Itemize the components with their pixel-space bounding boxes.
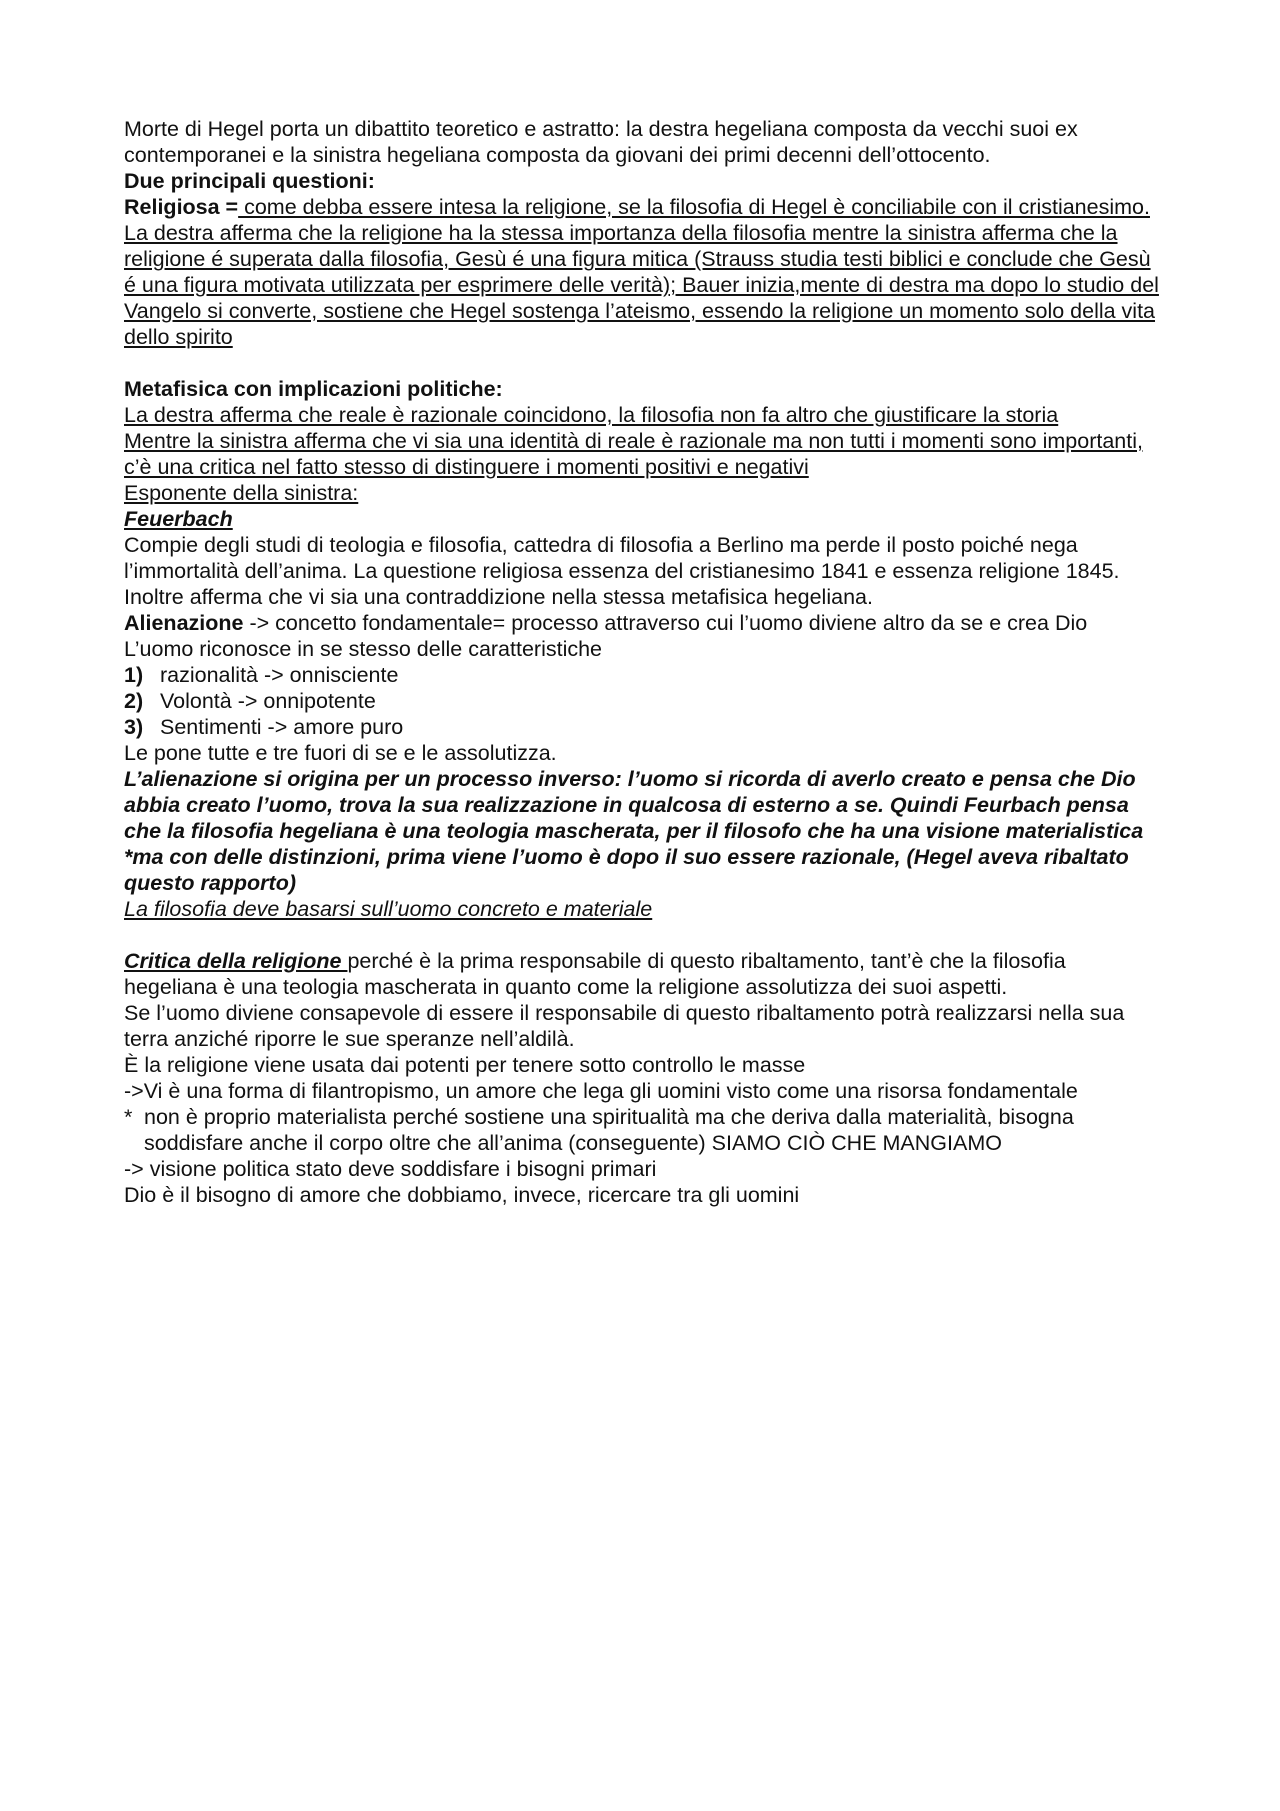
trait-item — [124, 662, 1160, 688]
spacer — [124, 350, 1160, 376]
trait-text: Sentimenti -> amore puro — [160, 715, 404, 739]
alienation-label: Alienazione — [124, 611, 244, 635]
materialista-item — [124, 1104, 1160, 1156]
trait-text: razionalità -> onnisciente — [160, 663, 399, 687]
asterisk-bullet-icon: * — [124, 1105, 133, 1129]
religiosa-label: Religiosa = — [124, 195, 239, 219]
alienation-explanation: L’alienazione si origina per un processo inverso: l’uomo si ricorda di averlo creato e pensa che Dio abbia creato l’uomo, trova la sua realizzazione in qualcosa di esterno a se. Quindi Feurbach pensa che la filosofia hegeliana è una teologia mascherata, per il filosofo che ha una visione materialistica *ma con delle distinzioni, prima viene l’uomo è dopo il suo essere razionale, (Hegel aveva ribaltato questo rapporto) — [124, 767, 1144, 895]
trait-number: 2) — [124, 689, 144, 713]
contradiction-line: Inoltre afferma che vi sia una contraddizione nella stessa metafisica hegeliana. — [124, 585, 873, 609]
feuerbach-heading: Feuerbach — [124, 507, 233, 531]
recognizes-line: L’uomo riconosce in se stesso delle caratteristiche — [124, 637, 603, 661]
critica-label: Critica della religione — [124, 949, 348, 973]
religiosa-line — [124, 194, 1160, 220]
absolutizes-line: Le pone tutte e tre fuori di se e le assolutizza. — [124, 741, 557, 765]
consapevole-line: Se l’uomo diviene consapevole di essere il responsabile di questo ribaltamento potrà realizzarsi nella sua terra anziché riporre le sue speranze nell’aldilà. — [124, 1001, 1125, 1051]
dio-line: Dio è il bisogno di amore che dobbiamo, invece, ricercare tra gli uomini — [124, 1183, 800, 1207]
politica-line: -> visione politica stato deve soddisfare i bisogni primari — [124, 1157, 657, 1181]
trait-number: 3) — [124, 715, 144, 739]
filantropismo-line: ->Vi è una forma di filantropismo, un amore che lega gli uomini visto come una risorsa fondamentale — [124, 1079, 1078, 1103]
alienation-line — [124, 610, 1160, 636]
exponent-line: Esponente della sinistra: — [124, 481, 359, 505]
religiosa-text: come debba essere intesa la religione, se la filosofia di Hegel è conciliabile con il cristianesimo. — [238, 195, 1150, 219]
questions-heading: Due principali questioni: — [124, 169, 375, 193]
critica-paragraph — [124, 948, 1160, 1000]
concrete-line: La filosofia deve basarsi sull’uomo concreto e materiale — [124, 897, 653, 921]
potenti-line: È la religione viene usata dai potenti per tenere sotto controllo le masse — [124, 1053, 806, 1077]
trait-text: Volontà -> onnipotente — [160, 689, 376, 713]
alienation-text: -> concetto fondamentale= processo attraverso cui l’uomo diviene altro da se e crea Dio — [243, 611, 1088, 635]
spacer — [124, 922, 1160, 948]
trait-item — [124, 714, 1160, 740]
metafisica-heading: Metafisica con implicazioni politiche: — [124, 377, 503, 401]
trait-item — [124, 688, 1160, 714]
metafisica-line-2: Mentre la sinistra afferma che vi sia una identità di reale è razionale ma non tutti i momenti sono importanti, c’è una critica nel fatto stesso di distinguere i momenti positivi e negativi — [124, 429, 1143, 479]
feuerbach-bio: Compie degli studi di teologia e filosofia, cattedra di filosofia a Berlino ma perde il posto poiché nega l’immortalità dell’anima. La questione religiosa essenza del cristianesimo 1841 e essenza religione 1845. — [124, 533, 1120, 583]
metafisica-line-1: La destra afferma che reale è razionale coincidono, la filosofia non fa altro che giustificare la storia — [124, 403, 1059, 427]
religiosa-paragraph: La destra afferma che la religione ha la stessa importanza della filosofia mentre la sinistra afferma che la religione é superata dalla filosofia, Gesù é una figura mitica (Strauss studia testi biblici e conclude che Gesù é una figura motivata utilizzata per esprimere delle verità); Bauer inizia,mente di destra ma dopo lo studio del Vangelo si converte, sostiene che Hegel sostenga l’ateismo, essendo la religione un momento solo della vita dello spirito — [124, 221, 1159, 349]
materialista-text: non è proprio materialista perché sostiene una spiritualità ma che deriva dalla materialità, bisogna soddisfare anche il corpo oltre che all’anima (conseguente) SIAMO CIÒ CHE MANGIAMO — [144, 1105, 1074, 1155]
intro-paragraph: Morte di Hegel porta un dibattito teoretico e astratto: la destra hegeliana composta da vecchi suoi ex contemporanei e la sinistra hegeliana composta da giovani dei primi decenni dell’ottocento. — [124, 117, 1078, 167]
trait-number: 1) — [124, 663, 144, 687]
critica-text: perché è la prima responsabile di questo ribaltamento, tant’è che la filosofia hegeliana è una teologia mascherata in quanto come la religione assolutizza dei suoi aspetti. — [124, 949, 1066, 999]
